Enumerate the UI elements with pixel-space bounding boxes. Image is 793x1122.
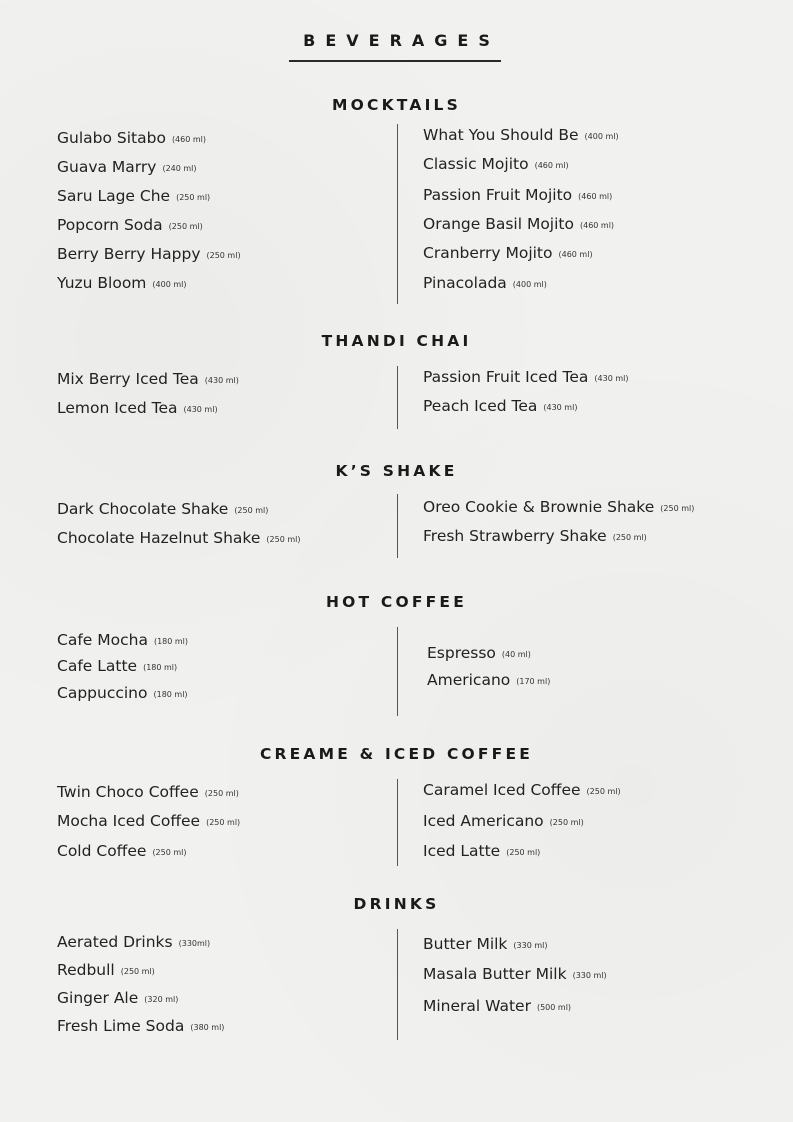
- menu-item-name: Gulabo Sitabo: [57, 129, 166, 147]
- menu-item: [57, 216, 203, 234]
- menu-item-name: Cafe Latte: [57, 657, 138, 675]
- menu-item-name: Pinacolada: [423, 274, 507, 292]
- menu-item: [423, 935, 548, 953]
- menu-item-volume: (330 ml): [513, 941, 548, 950]
- menu-item-volume: (250 ml): [168, 222, 203, 231]
- menu-item: [57, 631, 188, 649]
- menu-item: [423, 812, 584, 830]
- menu-item: [57, 812, 240, 830]
- menu-item-name: Cappuccino: [57, 684, 148, 702]
- menu-item-volume: (250 ml): [586, 787, 621, 796]
- menu-item-name: Chocolate Hazelnut Shake: [57, 529, 261, 547]
- menu-item: [423, 155, 569, 173]
- menu-item-name: Cold Coffee: [57, 842, 147, 860]
- menu-item-volume: (180 ml): [143, 663, 178, 672]
- menu-item-volume: (250 ml): [120, 967, 155, 976]
- menu-item: [423, 274, 547, 292]
- menu-item: [423, 215, 614, 233]
- menu-item-volume: (240 ml): [162, 164, 197, 173]
- menu-item-name: Saru Lage Che: [57, 187, 171, 205]
- menu-item: [57, 158, 197, 176]
- menu-item: [57, 783, 239, 801]
- menu-item: [57, 1017, 224, 1035]
- menu-item-volume: (430 ml): [204, 376, 239, 385]
- menu-item: [423, 397, 577, 415]
- menu-item: [423, 781, 621, 799]
- menu-item-name: What You Should Be: [423, 126, 579, 144]
- menu-item-name: Cranberry Mojito: [423, 244, 553, 262]
- menu-item: [57, 961, 155, 979]
- menu-item-volume: (250 ml): [234, 506, 269, 515]
- column-divider: [397, 366, 398, 429]
- menu-item-name: Mix Berry Iced Tea: [57, 370, 199, 388]
- section-heading: DRINKS: [353, 895, 440, 913]
- menu-item: [57, 245, 241, 263]
- menu-item-name: Caramel Iced Coffee: [423, 781, 581, 799]
- column-divider: [397, 124, 398, 304]
- menu-item-volume: (500 ml): [536, 1003, 572, 1012]
- menu-item: [57, 370, 239, 388]
- menu-item: [423, 368, 628, 386]
- menu-item: [423, 186, 612, 204]
- menu-item-volume: (400 ml): [584, 132, 619, 141]
- menu-item-volume: (250 ml): [152, 848, 187, 857]
- menu-item-volume: (250 ml): [206, 251, 241, 260]
- section-heading: CREAME & ICED COFFEE: [259, 745, 534, 763]
- menu-item-name: Ginger Ale: [57, 989, 139, 1007]
- page-title: BEVERAGES: [303, 31, 500, 50]
- menu-item-volume: (180 ml): [153, 690, 188, 699]
- menu-item: [57, 187, 210, 205]
- menu-item-name: Popcorn Soda: [57, 216, 163, 234]
- menu-item-name: Iced Latte: [423, 842, 501, 860]
- menu-item-name: Cafe Mocha: [57, 631, 148, 649]
- menu-item-volume: (430 ml): [183, 405, 218, 414]
- menu-item: [423, 244, 593, 262]
- menu-item-name: Twin Choco Coffee: [57, 783, 199, 801]
- menu-item-volume: (250 ml): [506, 848, 541, 857]
- menu-item: [57, 274, 186, 292]
- menu-item-name: Berry Berry Happy: [57, 245, 201, 263]
- column-divider: [397, 627, 398, 716]
- menu-item-name: Fresh Lime Soda: [57, 1017, 185, 1035]
- menu-item-volume: (330 ml): [572, 971, 607, 980]
- menu-item: [57, 684, 188, 702]
- menu-item: [57, 933, 210, 951]
- menu-item-volume: (320 ml): [144, 995, 179, 1004]
- menu-item-name: Oreo Cookie & Brownie Shake: [423, 498, 655, 516]
- menu-item: [423, 126, 619, 144]
- menu-item-volume: (250 ml): [660, 504, 695, 513]
- menu-item-volume: (250 ml): [206, 818, 241, 827]
- menu-item: [57, 989, 178, 1007]
- menu-item-volume: (430 ml): [594, 374, 629, 383]
- column-divider: [397, 494, 398, 558]
- menu-item-name: Masala Butter Milk: [423, 965, 567, 983]
- menu-item-volume: (460 ml): [558, 250, 593, 259]
- menu-item-volume: (380 ml): [190, 1023, 225, 1032]
- menu-item-volume: (400 ml): [152, 280, 187, 289]
- menu-item: [423, 842, 540, 860]
- menu-item: [57, 842, 187, 860]
- column-divider: [397, 929, 398, 1040]
- menu-item-volume: (180 ml): [153, 637, 189, 646]
- menu-item: [423, 527, 647, 545]
- menu-item-volume: (460 ml): [578, 192, 613, 201]
- menu-item: [57, 529, 300, 547]
- menu-item-name: Passion Fruit Mojito: [423, 186, 573, 204]
- menu-item-name: Passion Fruit Iced Tea: [423, 368, 589, 386]
- menu-item-name: Fresh Strawberry Shake: [423, 527, 607, 545]
- menu-item-volume: (430 ml): [543, 403, 578, 412]
- menu-item-name: Espresso: [427, 644, 496, 662]
- menu-item-volume: (250 ml): [549, 818, 584, 827]
- menu-item-name: Classic Mojito: [423, 155, 529, 173]
- menu-item: [57, 399, 218, 417]
- section-heading: MOCKTAILS: [332, 96, 461, 114]
- menu-item-volume: (460 ml): [534, 161, 569, 170]
- menu-item-volume: (40 ml): [501, 650, 531, 659]
- menu-item-name: Guava Marry: [57, 158, 157, 176]
- menu-item-name: Yuzu Bloom: [57, 274, 147, 292]
- menu-item-name: Lemon Iced Tea: [57, 399, 178, 417]
- menu-item: [57, 500, 268, 518]
- menu-item-volume: (250 ml): [266, 535, 301, 544]
- menu-item: [423, 498, 694, 516]
- menu-item-name: Redbull: [57, 961, 115, 979]
- menu-item-volume: (250 ml): [176, 193, 211, 202]
- column-divider: [397, 779, 398, 866]
- menu-item-name: Orange Basil Mojito: [423, 215, 574, 233]
- menu-item-name: Mocha Iced Coffee: [57, 812, 201, 830]
- menu-item-name: Dark Chocolate Shake: [57, 500, 229, 518]
- menu-item: [427, 671, 550, 689]
- section-heading: K’S SHAKE: [335, 462, 458, 480]
- menu-item-name: Peach Iced Tea: [423, 397, 538, 415]
- menu-item-name: Americano: [427, 671, 511, 689]
- menu-item-name: Butter Milk: [423, 935, 508, 953]
- menu-item-name: Aerated Drinks: [57, 933, 173, 951]
- menu-item-name: Iced Americano: [423, 812, 544, 830]
- menu-item-volume: (400 ml): [512, 280, 547, 289]
- section-heading: THANDI CHAI: [321, 332, 472, 350]
- title-underline: [289, 60, 501, 62]
- menu-item-volume: (250 ml): [204, 789, 239, 798]
- menu-item-volume: (170 ml): [516, 677, 551, 686]
- menu-item-volume: (250 ml): [612, 533, 647, 542]
- menu-item: [57, 657, 177, 675]
- menu-item-volume: (460 ml): [579, 221, 615, 230]
- menu-item: [427, 644, 531, 662]
- menu-item: [57, 129, 206, 147]
- menu-item-name: Mineral Water: [423, 997, 531, 1015]
- menu-item-volume: (330ml): [178, 939, 211, 948]
- menu-item: [423, 965, 607, 983]
- menu-item: [423, 997, 571, 1015]
- section-heading: HOT COFFEE: [325, 593, 468, 611]
- menu-item-volume: (460 ml): [171, 135, 207, 144]
